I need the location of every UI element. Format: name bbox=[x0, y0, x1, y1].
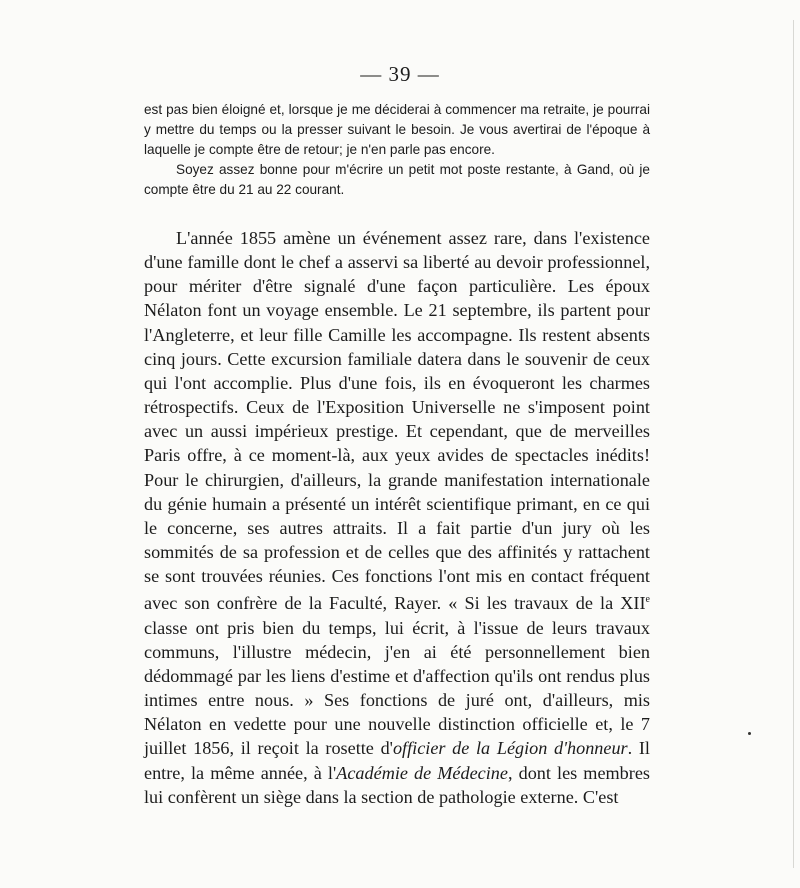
italic-legion-honneur: officier de la Légion d'honneur bbox=[392, 738, 628, 759]
letter-paragraph-1: est pas bien éloigné et, lorsque je me déciderai à commencer ma retraite, je pourrai y mettre du temps ou la presser suivant le besoin. Je vous avertirai de l'époque à laquelle je compte être de retour; je n'en parle pas encore. bbox=[144, 102, 650, 157]
letter-paragraph-2: Soyez assez bonne pour m'écrire un petit mot poste restante, à Gand, où je compte être du 21 au 22 courant. bbox=[144, 162, 650, 197]
main-text bbox=[144, 226, 650, 809]
letter-excerpt bbox=[144, 100, 650, 200]
main-paragraph bbox=[144, 226, 650, 809]
italic-academie-medecine: Académie de Médecine bbox=[336, 762, 508, 783]
superscript-e: e bbox=[645, 594, 650, 606]
scan-edge-line bbox=[793, 20, 794, 868]
text-segment-4: , dont les membres lui confèrent un siège dans la section de pathologie externe. C'est bbox=[144, 762, 650, 807]
text-segment-3: . Il entre, la même année, à l' bbox=[144, 738, 650, 783]
ink-speck bbox=[748, 732, 751, 735]
text-segment-2: classe ont pris bien du temps, lui écrit, à l'issue de leurs travaux communs, l'illustre médecin, j'en ai été personnellement bien dédommagé par les liens d'estime et d'affection qu'ils ont rendus plus intimes entre nous. » Ses fonctions de juré ont, d'ailleurs, mis Nélaton en vedette pour une nouvelle distinction officielle et, le 7 juillet 1856, il reçoit la rosette d' bbox=[144, 617, 650, 759]
page-number: — 39 — bbox=[360, 62, 440, 86]
text-segment-1: L'année 1855 amène un événement assez rare, dans l'existence d'une famille dont le chef a asservi sa liberté au devoir professionnel, pour mériter d'être signalé d'une façon particulière. Les époux Nélaton font un voyage ensemble. Le 21 septembre, ils partent pour l'Angleterre, et leur fille Camille les accompagne. Ils restent absents cinq jours. Cette excursion familiale datera dans le souvenir de ceux qui l'ont accomplie. Plus d'une fois, ils en évoqueront les charmes rétrospectifs. Ceux de l'Exposition Universelle ne s'imposent point avec un aussi impérieux prestige. Et cependant, que de merveilles Paris offre, à ce moment-là, aux yeux avides de spectacles inédits! Pour le chirurgien, d'ailleurs, la grande manifestation internationale du génie humain a présenté un intérêt scientifique primant, en ce qui le concerne, ses autres attraits. Il a fait partie d'un jury où les sommités de sa profession et de celles que des affinités y rattachent se sont trouvées réunies. Ces fonctions l'ont mis en contact fréquent avec son confrère de la Faculté, Rayer. « Si les travaux de la XII bbox=[144, 228, 650, 614]
